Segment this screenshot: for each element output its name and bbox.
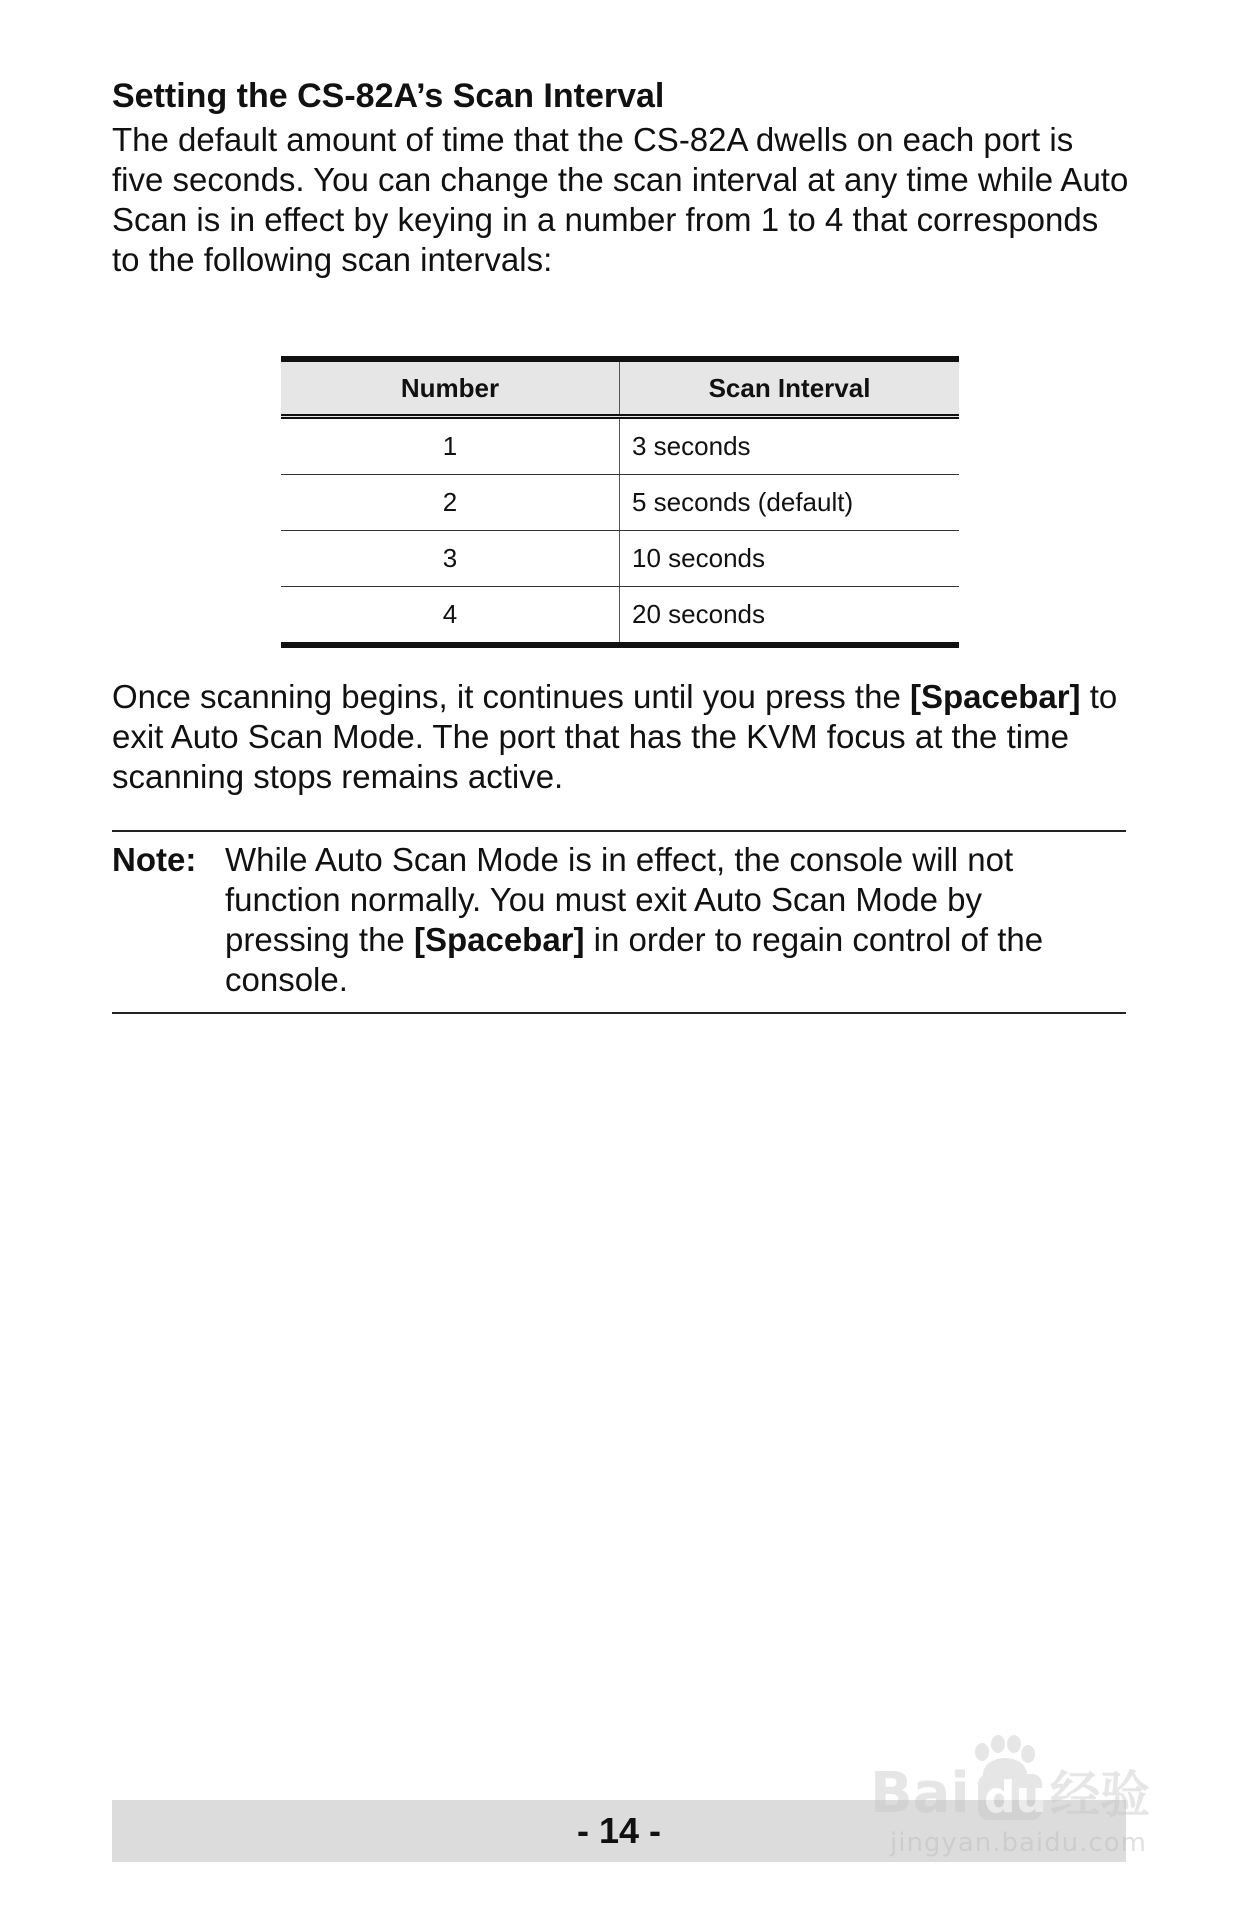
header-number: Number xyxy=(281,359,620,417)
note-box xyxy=(112,830,1126,1014)
cell-interval: 5 seconds (default) xyxy=(620,475,960,531)
table-row xyxy=(281,531,959,587)
header-scan-interval: Scan Interval xyxy=(620,359,960,417)
cell-interval: 3 seconds xyxy=(620,417,960,475)
svg-text:Bai: Bai xyxy=(870,1761,970,1826)
cell-number: 3 xyxy=(281,531,620,587)
note-label: Note: xyxy=(112,841,197,878)
scan-interval-table xyxy=(281,356,959,648)
note-text xyxy=(225,840,1115,1000)
page-number: - 14 - xyxy=(576,1810,662,1851)
intro-paragraph: The default amount of time that the CS-82A dwells on each port is five seconds. You can change the scan interval at any time while Auto Scan is in effect by keying in a number from 1 to 4 that corresponds to the following scan intervals: xyxy=(112,121,1129,278)
note-spacebar-key-label: [Spacebar] xyxy=(413,921,585,958)
cell-number: 2 xyxy=(281,475,620,531)
scanning-text-part1: Once scanning begins, it continues until you press the xyxy=(112,678,910,715)
watermark-url: jingyan.baidu.com xyxy=(890,1828,1147,1858)
table-header-row xyxy=(281,359,959,417)
cell-interval: 20 seconds xyxy=(620,587,960,646)
cell-number: 1 xyxy=(281,417,620,475)
table-row xyxy=(281,475,959,531)
svg-text:经验: 经验 xyxy=(1050,1766,1150,1824)
cell-interval: 10 seconds xyxy=(620,531,960,587)
cell-number: 4 xyxy=(281,587,620,646)
note-text-part1: While Auto Scan Mode is in effect, the console will not function normally. You must exit Auto Scan Mode by pressing the xyxy=(225,841,1014,958)
baidu-watermark xyxy=(870,1730,1190,1870)
scanning-paragraph xyxy=(112,677,1132,797)
baidu-jingyan-logo xyxy=(870,1730,1190,1830)
spacebar-key-label: [Spacebar] xyxy=(909,678,1081,715)
note-text-part2: in order to regain control of the console. xyxy=(225,921,1044,998)
scanning-text-part2: to exit Auto Scan Mode. The port that has the KVM focus at the time scanning stops remains active. xyxy=(112,678,1118,795)
scan-interval-table-container xyxy=(281,356,959,648)
table-row xyxy=(281,417,959,475)
svg-text:du: du xyxy=(984,1772,1047,1823)
section-heading: Setting the CS-82A’s Scan Interval xyxy=(112,77,665,115)
table-row xyxy=(281,587,959,646)
